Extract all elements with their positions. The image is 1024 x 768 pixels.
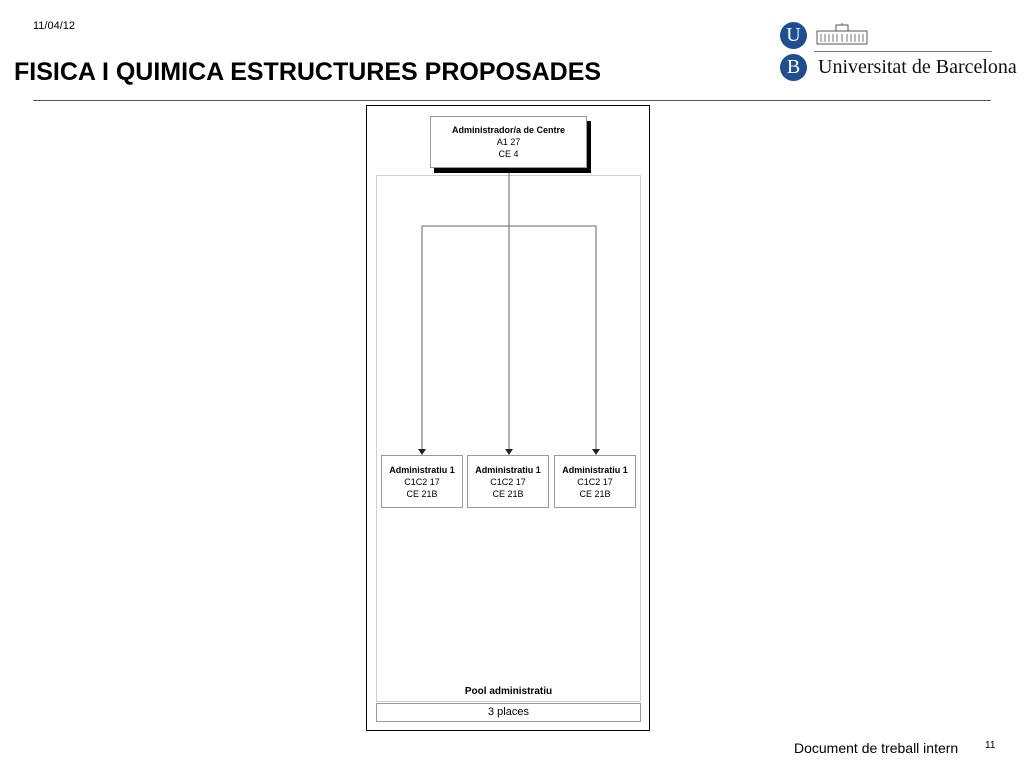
logo-letter-b: B [780,54,807,81]
child-node-title: Administratiu 1 [562,465,628,475]
child-node-line2: CE 21B [579,489,611,499]
child-node-line1: C1C2 17 [577,477,613,487]
orgchart-child-node [467,455,549,508]
root-node-title: Administrador/a de Centre [451,125,566,135]
orgchart-child-node [381,455,463,508]
places-count: 3 places [376,703,641,722]
orgchart-child-node [554,455,636,508]
page-title: FISICA I QUIMICA ESTRUCTURES PROPOSADES [14,58,602,86]
root-node-line1: A1 27 [496,137,521,147]
child-node-line2: CE 21B [406,489,438,499]
page-number: 11 [985,740,996,751]
child-node-line1: C1C2 17 [404,477,440,487]
slide-date: 11/04/12 [33,20,76,32]
university-name: Universitat de Barcelona [818,56,1017,78]
child-node-title: Administratiu 1 [389,465,455,475]
orgchart-root-node [430,116,587,168]
footer-text: Document de treball intern [794,740,959,756]
pool-label: Pool administratiu [464,686,553,697]
child-node-line1: C1C2 17 [490,477,526,487]
child-node-line2: CE 21B [492,489,524,499]
logo-letter-u: U [780,22,807,49]
root-node-line2: CE 4 [498,149,519,159]
child-node-title: Administratiu 1 [475,465,541,475]
